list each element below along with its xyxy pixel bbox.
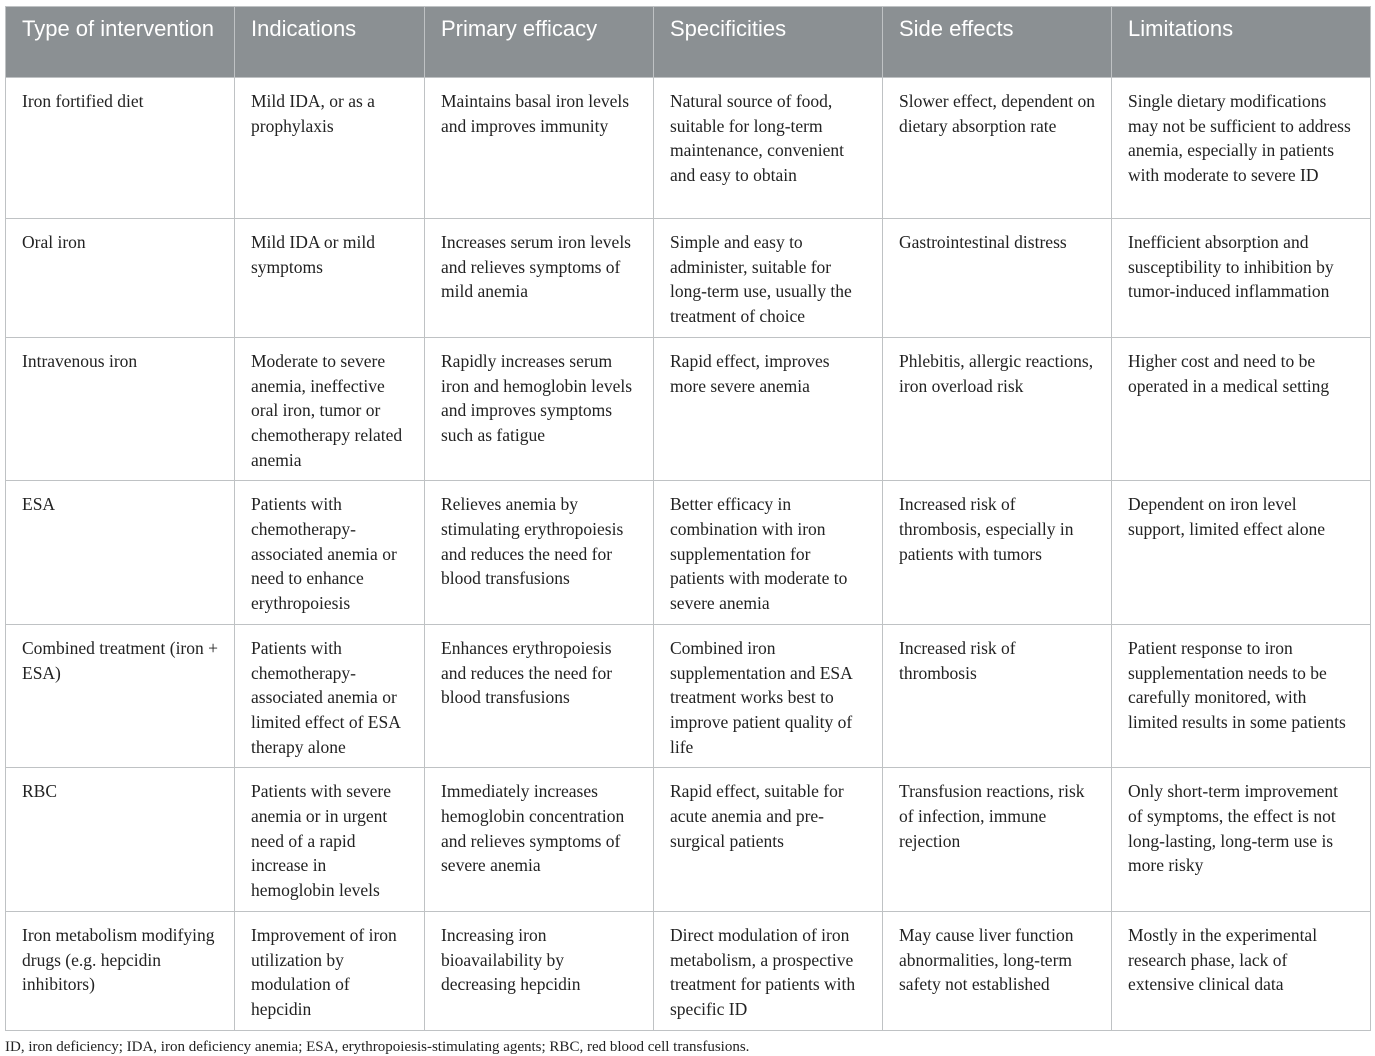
- cell-efficacy: Rapidly increases serum iron and hemoglobin levels and improves symptoms such as fatigue: [425, 337, 654, 481]
- cell-type: Combined treatment (iron + ESA): [6, 624, 235, 768]
- header-limitations: Limitations: [1112, 7, 1371, 78]
- cell-indications: Patients with chemotherapy-associated anemia or need to enhance erythropoiesis: [235, 481, 425, 625]
- header-efficacy: Primary efficacy: [425, 7, 654, 78]
- cell-limitations: Patient response to iron supplementation needs to be carefully monitored, with limited results in some patients: [1112, 624, 1371, 768]
- cell-efficacy: Maintains basal iron levels and improves immunity: [425, 78, 654, 219]
- table-row: [6, 219, 1371, 338]
- table-row: [6, 911, 1371, 1030]
- header-specificities: Specificities: [654, 7, 883, 78]
- cell-indications: Mild IDA or mild symptoms: [235, 219, 425, 338]
- header-indications: Indications: [235, 7, 425, 78]
- cell-type: Iron metabolism modifying drugs (e.g. hepcidin inhibitors): [6, 911, 235, 1030]
- cell-type: ESA: [6, 481, 235, 625]
- cell-side-effects: Transfusion reactions, risk of infection, immune rejection: [883, 768, 1112, 912]
- cell-efficacy: Increases serum iron levels and relieves symptoms of mild anemia: [425, 219, 654, 338]
- cell-side-effects: Slower effect, dependent on dietary absorption rate: [883, 78, 1112, 219]
- cell-efficacy: Increasing iron bioavailability by decreasing hepcidin: [425, 911, 654, 1030]
- cell-specificities: Direct modulation of iron metabolism, a prospective treatment for patients with specific ID: [654, 911, 883, 1030]
- cell-specificities: Better efficacy in combination with iron supplementation for patients with moderate to severe anemia: [654, 481, 883, 625]
- cell-limitations: Dependent on iron level support, limited effect alone: [1112, 481, 1371, 625]
- cell-side-effects: Gastrointestinal distress: [883, 219, 1112, 338]
- header-side-effects: Side effects: [883, 7, 1112, 78]
- cell-indications: Moderate to severe anemia, ineffective oral iron, tumor or chemotherapy related anemia: [235, 337, 425, 481]
- cell-indications: Mild IDA, or as a prophylaxis: [235, 78, 425, 219]
- cell-specificities: Natural source of food, suitable for long-term maintenance, convenient and easy to obtain: [654, 78, 883, 219]
- cell-specificities: Rapid effect, suitable for acute anemia and pre-surgical patients: [654, 768, 883, 912]
- cell-side-effects: Phlebitis, allergic reactions, iron overload risk: [883, 337, 1112, 481]
- table-row: [6, 78, 1371, 219]
- interventions-table: [5, 6, 1371, 1056]
- table-footnote: ID, iron deficiency; IDA, iron deficiency anemia; ESA, erythropoiesis-stimulating agents; RBC, red blood cell transfusions.: [5, 1038, 750, 1055]
- cell-limitations: Single dietary modifications may not be sufficient to address anemia, especially in patients with moderate to severe ID: [1112, 78, 1371, 219]
- cell-specificities: Simple and easy to administer, suitable for long-term use, usually the treatment of choice: [654, 219, 883, 338]
- cell-indications: Patients with severe anemia or in urgent need of a rapid increase in hemoglobin levels: [235, 768, 425, 912]
- cell-side-effects: Increased risk of thrombosis: [883, 624, 1112, 768]
- cell-type: Iron fortified diet: [6, 78, 235, 219]
- table-row: [6, 337, 1371, 481]
- cell-type: Intravenous iron: [6, 337, 235, 481]
- cell-type: RBC: [6, 768, 235, 912]
- table-row: [6, 768, 1371, 912]
- cell-limitations: Inefficient absorption and susceptibility to inhibition by tumor-induced inflammation: [1112, 219, 1371, 338]
- cell-limitations: Mostly in the experimental research phase, lack of extensive clinical data: [1112, 911, 1371, 1030]
- cell-indications: Patients with chemotherapy-associated anemia or limited effect of ESA therapy alone: [235, 624, 425, 768]
- cell-side-effects: Increased risk of thrombosis, especially in patients with tumors: [883, 481, 1112, 625]
- cell-side-effects: May cause liver function abnormalities, long-term safety not established: [883, 911, 1112, 1030]
- cell-efficacy: Relieves anemia by stimulating erythropoiesis and reduces the need for blood transfusions: [425, 481, 654, 625]
- cell-indications: Improvement of iron utilization by modulation of hepcidin: [235, 911, 425, 1030]
- cell-efficacy: Immediately increases hemoglobin concentration and relieves symptoms of severe anemia: [425, 768, 654, 912]
- cell-efficacy: Enhances erythropoiesis and reduces the need for blood transfusions: [425, 624, 654, 768]
- header-row: [6, 7, 1371, 78]
- table-row: [6, 481, 1371, 625]
- cell-limitations: Higher cost and need to be operated in a medical setting: [1112, 337, 1371, 481]
- cell-specificities: Rapid effect, improves more severe anemia: [654, 337, 883, 481]
- header-type: Type of intervention: [6, 7, 235, 78]
- cell-limitations: Only short-term improvement of symptoms, the effect is not long-lasting, long-term use is more risky: [1112, 768, 1371, 912]
- table-row: [6, 624, 1371, 768]
- cell-specificities: Combined iron supplementation and ESA treatment works best to improve patient quality of life: [654, 624, 883, 768]
- cell-type: Oral iron: [6, 219, 235, 338]
